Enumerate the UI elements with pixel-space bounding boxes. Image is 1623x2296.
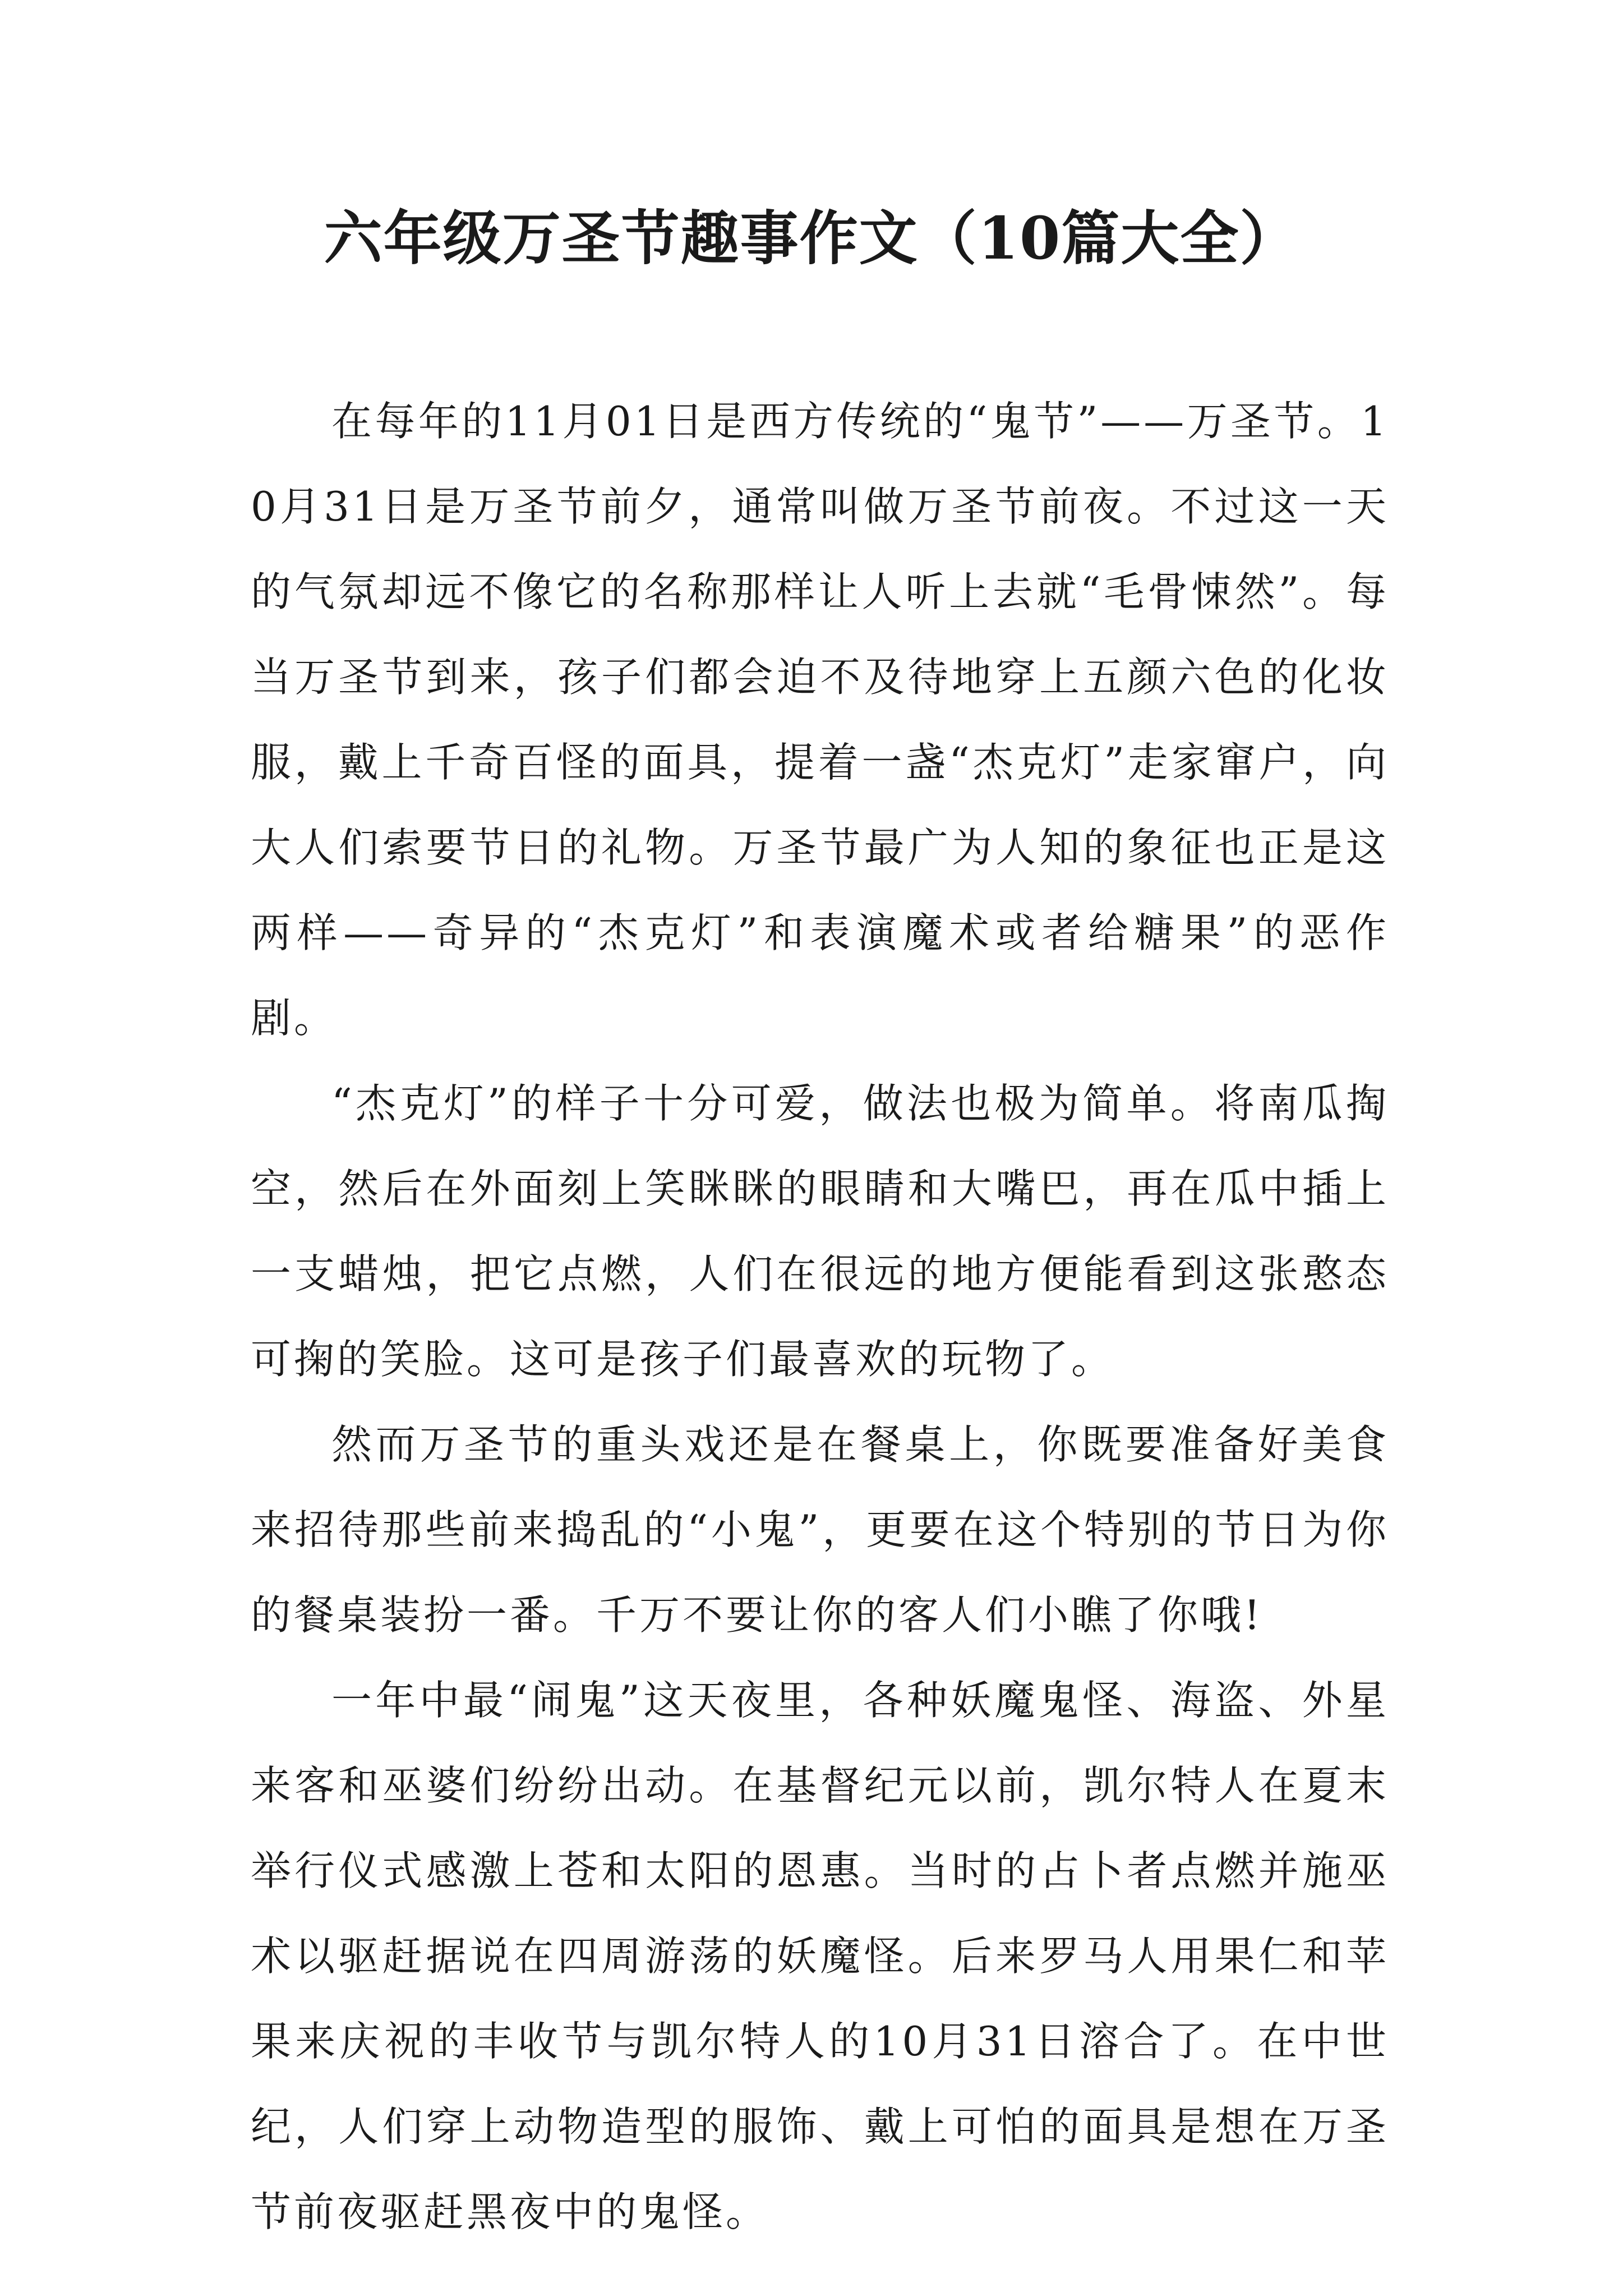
- paragraph-2: “杰克灯”的样子十分可爱，做法也极为简单。将南瓜掏空，然后在外面刻上笑眯眯的眼睛和大嘴巴，再在瓜中插上一支蜡烛，把它点燃，人们在很远的地方便能看到这张憨态可掬的笑脸。这可是孩子们最喜欢的玩物了。: [251, 1080, 1389, 1383]
- document-title: 六年级万圣节趣事作文（10篇大全）: [324, 204, 1299, 273]
- document-body: [251, 379, 1389, 2254]
- paragraph-1: 在每年的11月01日是西方传统的“鬼节”——万圣节。10月31日是万圣节前夕，通常叫做万圣节前夜。不过这一天的气氛却远不像它的名称那样让人听上去就“毛骨悚然”。每当万圣节到来，孩子们都会迫不及待地穿上五颜六色的化妆服，戴上千奇百怪的面具，提着一盏“杰克灯”走家窜户，向大人们索要节日的礼物。万圣节最广为人知的象征也正是这两样——奇异的“杰克灯”和表演魔术或者给糖果”的恶作剧。: [251, 398, 1389, 1042]
- paragraph-4: 一年中最“闹鬼”这天夜里，各种妖魔鬼怪、海盗、外星来客和巫婆们纷纷出动。在基督纪元以前，凯尔特人在夏末举行仪式感激上苍和太阳的恩惠。当时的占卜者点燃并施巫术以驱赶据说在四周游荡的妖魔怪。后来罗马人用果仁和苹果来庆祝的丰收节与凯尔特人的10月31日溶合了。在中世纪，人们穿上动物造型的服饰、戴上可怕的面具是想在万圣节前夜驱赶黑夜中的鬼怪。: [251, 1677, 1389, 2235]
- paragraph-3: 然而万圣节的重头戏还是在餐桌上，你既要准备好美食来招待那些前来捣乱的“小鬼”，更要在这个特别的节日为你的餐桌装扮一番。千万不要让你的客人们小瞧了你哦!: [251, 1421, 1389, 1639]
